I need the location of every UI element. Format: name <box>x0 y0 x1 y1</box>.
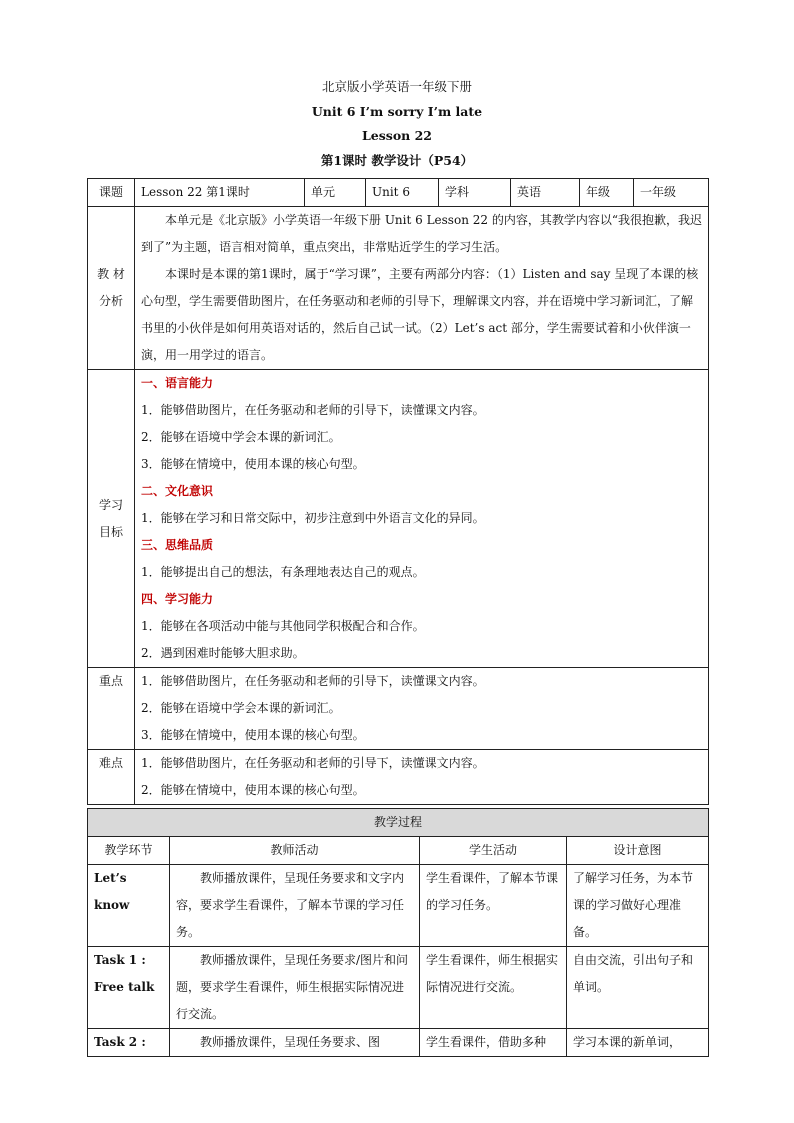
difficulties-content <box>135 750 709 805</box>
goals-label-line2: 目标 <box>98 524 123 539</box>
key-point-item: 1．能够借助图片，在任务驱动和老师的引导下，读懂课文内容。 <box>141 674 485 688</box>
key-points-content <box>135 668 709 750</box>
stage-name: Let’s know <box>94 871 130 912</box>
design-intent: 了解学习任务，为本节课的学习做好心理准备。 <box>567 865 709 947</box>
goal-item: 2．遇到困难时能够大胆求助。 <box>141 646 305 660</box>
process-row <box>88 865 709 947</box>
analysis-paragraph: 本单元是《北京版》小学英语一年级下册 Unit 6 Lesson 22 的内容，其教学内容以“我很抱歉，我迟到了”为主题，语言相对简单，重点突出，非常贴近学生的学习生活。 <box>141 213 702 254</box>
goal-item: 1．能够在学习和日常交际中，初步注意到中外语言文化的异同。 <box>141 511 485 525</box>
grade-value: 一年级 <box>634 179 709 207</box>
design-intent: 自由交流，引出句子和单词。 <box>567 947 709 1029</box>
subject-value: 英语 <box>511 179 580 207</box>
unit-label: 单元 <box>305 179 366 207</box>
goal-heading: 二、文化意识 <box>141 484 214 498</box>
column-header: 设计意图 <box>567 837 709 865</box>
stage-cell <box>88 865 170 947</box>
goal-item: 1．能够在各项活动中能与其他同学积极配合和合作。 <box>141 619 425 633</box>
process-row <box>88 1029 709 1057</box>
goal-item: 2．能够在语境中学会本课的新词汇。 <box>141 430 341 444</box>
goal-item: 1．能够借助图片，在任务驱动和老师的引导下，读懂课文内容。 <box>141 403 485 417</box>
unit-title: Unit 6 I’m sorry I’m late <box>311 103 483 119</box>
difficulties-label: 难点 <box>88 750 135 805</box>
stage-cell <box>88 1029 170 1057</box>
topic-label: 课题 <box>88 179 135 207</box>
lesson-title: Lesson 22 <box>362 128 432 143</box>
grade-label: 年级 <box>580 179 634 207</box>
textbook-title: 北京版小学英语一年级下册 <box>321 79 472 94</box>
subject-label: 学科 <box>439 179 511 207</box>
difficulty-item: 1．能够借助图片，在任务驱动和老师的引导下，读懂课文内容。 <box>141 756 485 770</box>
teaching-process-table <box>87 808 709 1057</box>
process-header-row <box>88 837 709 865</box>
stage-subname: Free talk <box>94 980 155 994</box>
stage-cell <box>88 947 170 1029</box>
goal-heading: 一、语言能力 <box>141 376 214 390</box>
difficulty-item: 2．能够在情境中，使用本课的核心句型。 <box>141 783 365 797</box>
analysis-row <box>88 207 709 370</box>
analysis-label-line1: 教 材 <box>97 267 125 281</box>
goals-content <box>135 370 709 668</box>
design-intent: 学习本课的新单词， <box>567 1029 709 1057</box>
goal-heading: 四、学习能力 <box>141 592 214 606</box>
process-title: 教学过程 <box>88 809 709 837</box>
column-header: 教学环节 <box>88 837 170 865</box>
analysis-label-line2: 分析 <box>98 294 123 308</box>
stage-name: Task 1 : <box>94 953 146 967</box>
column-header: 学生活动 <box>420 837 567 865</box>
goal-item: 3．能够在情境中，使用本课的核心句型。 <box>141 457 365 471</box>
analysis-label <box>88 207 135 370</box>
goal-item: 1．能够提出自己的想法，有条理地表达自己的观点。 <box>141 565 425 579</box>
process-title-row <box>88 809 709 837</box>
topic-value: Lesson 22 第1课时 <box>135 179 305 207</box>
info-row <box>88 179 709 207</box>
student-activity: 学生看课件，借助多种 <box>420 1029 567 1057</box>
teacher-activity: 教师播放课件，呈现任务要求和文字内容，要求学生看课件，了解本节课的学习任务。 <box>170 865 420 947</box>
process-row <box>88 947 709 1029</box>
goals-label-line1: 学习 <box>98 497 123 512</box>
lesson-plan-table <box>87 178 709 805</box>
teacher-activity: 教师播放课件，呈现任务要求、图 <box>170 1029 420 1057</box>
key-point-item: 2．能够在语境中学会本课的新词汇。 <box>141 701 341 715</box>
column-header: 教师活动 <box>170 837 420 865</box>
stage-name: Task 2 : <box>94 1035 146 1049</box>
session-title: 第1课时 教学设计（P54） <box>320 152 474 168</box>
analysis-content <box>135 207 709 370</box>
teacher-activity: 教师播放课件，呈现任务要求/图片和问题，要求学生看课件，师生根据实际情况进行交流。 <box>170 947 420 1029</box>
student-activity: 学生看课件，了解本节课的学习任务。 <box>420 865 567 947</box>
key-point-item: 3．能够在情境中，使用本课的核心句型。 <box>141 728 365 742</box>
key-points-label: 重点 <box>88 668 135 750</box>
unit-value: Unit 6 <box>366 179 439 207</box>
goals-label <box>88 370 135 668</box>
goal-heading: 三、思维品质 <box>141 538 214 552</box>
analysis-paragraph: 本课时是本课的第1课时，属于“学习课”，主要有两部分内容：（1）Listen and say 呈现了本课的核心句型，学生需要借助图片，在任务驱动和老师的引导下，理解课文内容，并在语境中学习新词汇，了解书里的小伙伴是如何用英语对话的，然后自己试一试。（2）Let’s act 部分，学生需要试着和小伙伴演一演，用一用学过的语言。 <box>141 267 699 362</box>
student-activity: 学生看课件，师生根据实际情况进行交流。 <box>420 947 567 1029</box>
goals-row <box>88 370 709 668</box>
key-points-row <box>88 668 709 750</box>
document-header <box>0 75 794 173</box>
difficulties-row <box>88 750 709 805</box>
